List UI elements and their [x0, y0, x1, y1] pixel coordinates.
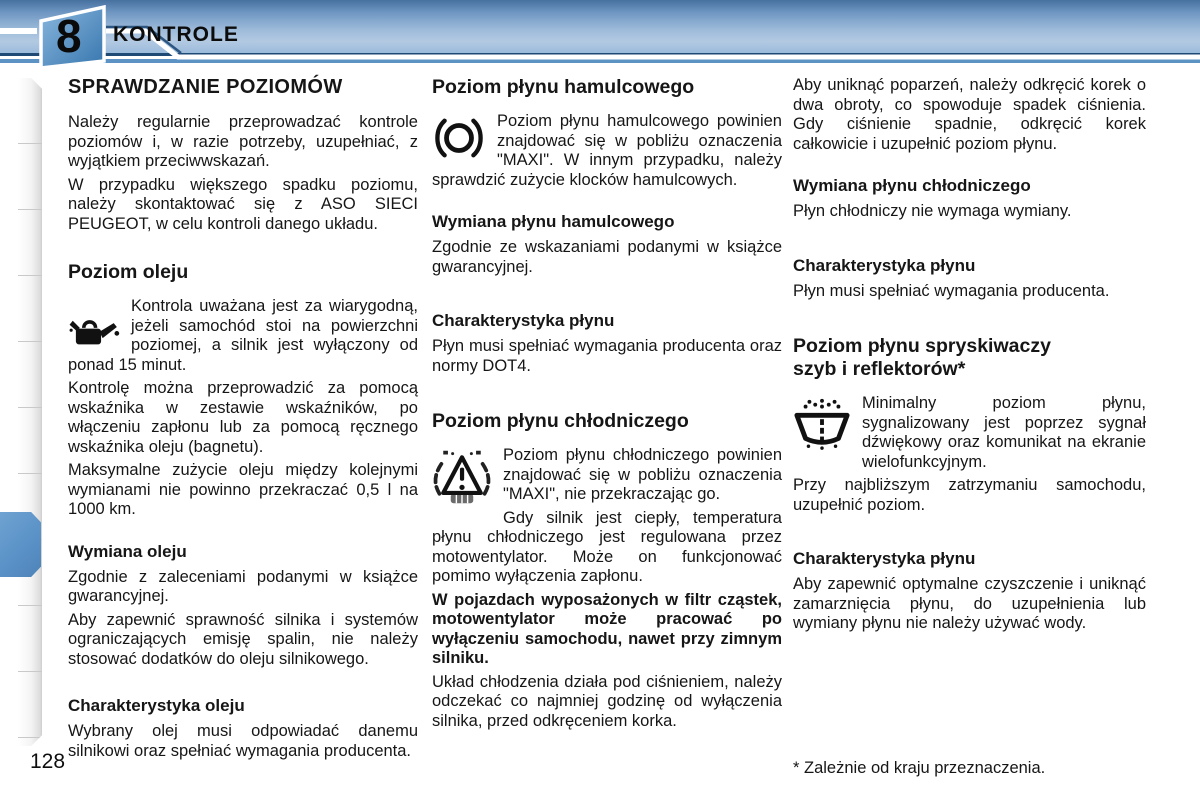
- section-coolant-change: [793, 176, 1146, 222]
- subsection-heading: Wymiana oleju: [68, 541, 187, 561]
- paragraph: Aby uniknąć poparzeń, należy odkręcić korek o dwa obroty, co spowoduje spadek ciśnienia. Gdy ciśnienie spadnie, odkręcić korek całkowicie i uzupełnić poziom płynu.: [793, 76, 1146, 153]
- paragraph: Wybrany olej musi odpowiadać danemu silnikowi oraz spełniać wymagania producenta.: [68, 722, 418, 760]
- section-heading: Poziom płynu spryskiwaczy szyb i reflektorów*: [793, 335, 1051, 380]
- coolant-warning-icon: [432, 448, 492, 506]
- sidebar-tab-strip: [18, 78, 42, 746]
- sidebar-active-tab: [0, 512, 41, 577]
- paragraph: Kontrolę można przeprowadzić za pomocą wskaźnika w zestawie wskaźników, po włączeniu zapłonu lub za pomocą ręcznego wskaźnika oleju (bagnetu).: [68, 379, 418, 456]
- section-heading: Poziom płynu hamulcowego: [432, 76, 695, 98]
- section-washer-level: [793, 335, 1146, 515]
- subsection-heading: Wymiana płynu hamulcowego: [432, 212, 675, 231]
- column-left: [68, 76, 418, 765]
- paragraph: Minimalny poziom płynu, sygnalizowany jest poprzez sygnał dźwiękowy oraz komunikat na ekranie wielofunkcyjnym.: [862, 394, 1146, 471]
- paragraph: Płyn musi spełniać wymagania producenta oraz normy DOT4.: [432, 337, 782, 375]
- paragraph: Maksymalne zużycie oleju między kolejnymi wymianami nie powinno przekraczać 0,5 l na 1000 km.: [68, 461, 418, 518]
- section-brake-spec: [432, 311, 782, 376]
- paragraph: Aby zapewnić optymalne czyszczenie i uniknąć zamarznięcia płynu, do uzupełnienia lub wymiany płynu nie należy używać wody.: [793, 575, 1146, 632]
- paragraph: Gdy silnik jest ciepły, temperatura płynu chłodniczego jest regulowana przez motowentylator. Może on funkcjonować pomimo wyłączenia zapłonu.: [432, 508, 782, 585]
- coolant-level-block: [432, 446, 782, 505]
- section-washer-spec: [793, 549, 1146, 634]
- subsection-heading: Charakterystyka płynu: [793, 549, 976, 568]
- column-right: [793, 76, 1146, 776]
- paragraph: Poziom płynu hamulcowego powinien znajdować się w pobliżu oznaczenia "MAXI". W innym przypadku, należy sprawdzić zużycie klocków hamulcowych.: [432, 112, 782, 189]
- paragraph: Płyn chłodniczy nie wymaga wymiany.: [793, 202, 1072, 220]
- subsection-heading: Charakterystyka oleju: [68, 696, 245, 715]
- subsection-heading: Wymiana płynu chłodniczego: [793, 176, 1031, 195]
- washer-fluid-icon: [793, 396, 851, 452]
- section-title: SPRAWDZANIE POZIOMÓW: [68, 76, 343, 98]
- paragraph: Przy najbliższym zatrzymaniu samochodu, uzupełnić poziom.: [793, 476, 1146, 514]
- paragraph: Kontrola uważana jest za wiarygodną, jeżeli samochód stoi na powierzchni poziomej, a silnik jest wyłączony od ponad 15 minut.: [68, 297, 418, 374]
- paragraph: Aby zapewnić sprawność silnika i systemów ograniczających emisję spalin, nie należy stosować dodatków do oleju silnikowego.: [68, 610, 418, 668]
- section-oil-change: [68, 542, 418, 670]
- section-brake-change: [432, 212, 782, 277]
- paragraph: Płyn musi spełniać wymagania producenta.: [793, 281, 1110, 300]
- section-heading: Poziom płynu chłodniczego: [432, 410, 689, 432]
- page-number: 128: [30, 750, 66, 773]
- subsection-heading: Charakterystyka płynu: [432, 311, 615, 330]
- brake-fluid-icon: [432, 114, 486, 162]
- section-coolant-spec: [793, 256, 1146, 302]
- paragraph: W przypadku większego spadku poziomu, należy skontaktować się z ASO SIECI PEUGEOT, w celu kontroli danego układu.: [68, 175, 418, 233]
- brake-fluid-block: [432, 112, 782, 190]
- paragraph: Układ chłodzenia działa pod ciśnieniem, należy odczekać co najmniej godzinę od wyłączenia silnika, przed odkręceniem korka.: [432, 672, 782, 730]
- washer-level-block: [793, 394, 1146, 472]
- chapter-title: KONTROLE: [113, 23, 239, 46]
- section-checking-levels: [68, 76, 418, 234]
- paragraph: Poziom płynu chłodniczego powinien znajdować się w pobliżu oznaczenia "MAXI", nie przekraczając go.: [503, 446, 782, 503]
- paragraph: Należy regularnie przeprowadzać kontrole poziomów i, w razie potrzeby, uzupełniać, z wyjątkiem przeciwwskazań.: [68, 113, 418, 170]
- section-oil-level: [68, 261, 418, 520]
- country-footnote: * Zależnie od kraju przeznaczenia.: [793, 758, 1046, 777]
- section-coolant-level: [432, 410, 782, 731]
- chapter-number: 8: [56, 10, 82, 62]
- subsection-heading: Charakterystyka płynu: [793, 255, 976, 275]
- section-heading: Poziom oleju: [68, 261, 189, 283]
- paragraph: Zgodnie z zaleceniami podanymi w książce gwarancyjnej.: [68, 567, 418, 605]
- oil-can-icon: [68, 311, 120, 351]
- paragraph: Zgodnie ze wskazaniami podanymi w książce gwarancyjnej.: [432, 238, 782, 276]
- section-oil-spec: [68, 696, 418, 761]
- paragraph-bold: W pojazdach wyposażonych w filtr cząstek, motowentylator może pracować po wyłączeniu samochodu, nawet przy zimnym silniku.: [432, 590, 782, 667]
- oil-level-block: [68, 297, 418, 375]
- section-brake-fluid: [432, 76, 782, 190]
- section-coolant-warning: [793, 76, 1146, 154]
- column-middle: [432, 76, 782, 735]
